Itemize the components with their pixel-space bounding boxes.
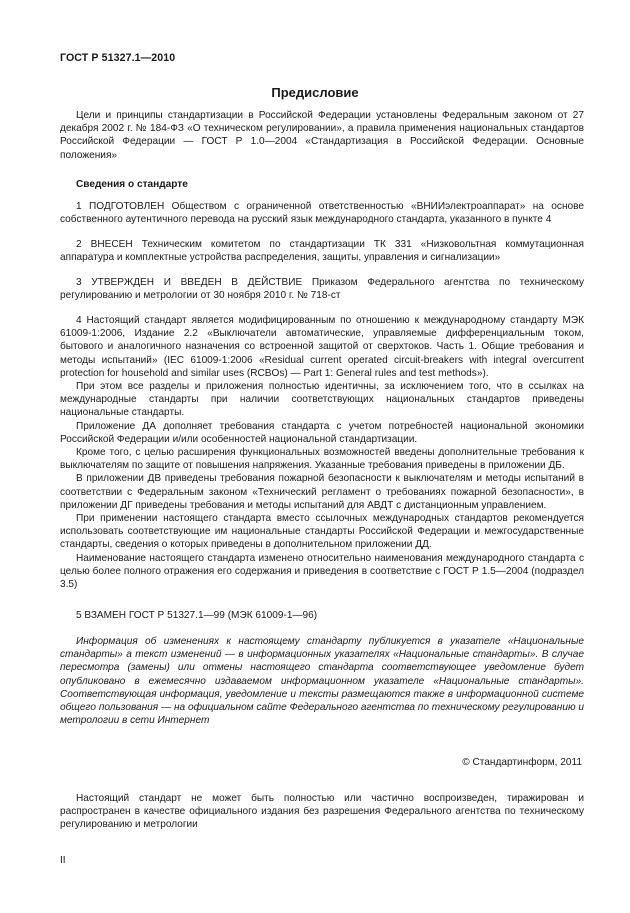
item-2 xyxy=(60,238,584,264)
page-title: Предисловие xyxy=(271,85,359,100)
info-note-text: Информация об изменениях к настоящему стандарту публикуется в указателе «Национальные стандарты» а текст изменений — в информационных указателях «Национальные стандарты». В случае пересмотра (замены) или отмены настоящего стандарта соответствующее уведомление будет опубликовано в ежемесячно издаваемом информационном указателе «Национальные стандарты». Соответствующая информация, уведомление и тексты размещаются также в информационной системе общего пользования — на официальном сайте Федерального агентства по техническому регулированию и метрологии в сети Интернет xyxy=(60,636,584,727)
item-5-text: 5 ВЗАМЕН ГОСТ Р 51327.1—99 (МЭК 61009-1—96) xyxy=(76,610,318,621)
intro-paragraph xyxy=(60,109,584,162)
info-note xyxy=(60,635,584,727)
item-4-paragraph-3: Приложение ДА дополняет требования стандарта с учетом потребностей национальной экономики Российской Федерации и/или особенностей национальной стандартизации. xyxy=(60,420,584,445)
item-3 xyxy=(60,276,584,302)
intro-text: Цели и принципы стандартизации в Российской Федерации установлены Федеральным законом от 27 декабря 2002 г. № 184-ФЗ «О техническом регулировании», а правила применения национальных стандартов Российской Федерации — ГОСТ Р 1.0—2004 «Стандартизация в Российской Федерации. Основные положения» xyxy=(60,110,584,161)
page-number: II xyxy=(60,855,66,866)
item-3-text: 3 УТВЕРЖДЕН И ВВЕДЕН В ДЕЙСТВИЕ Приказом Федерального агентства по техническому регулированию и метрологии от 30 ноября 2010 г. № 718-ст xyxy=(60,277,584,302)
item-4-text: 4 Настоящий стандарт является модифицированным по отношению к международному стандарту МЭК 61009-1:2006, Издание 2.2 «Выключатели автоматические, управляемые дифференциальным током, бытового и аналогичного назначения со встроенной защитой от сверхтоков. Часть 1. Общие требования и методы испытаний» (IEC 61009-1:2006 «Residual current operated circuit-breakers with integral overcurrent protection for household and similar uses (RCBOs) — Part 1: General rules and test methods»). xyxy=(60,315,584,379)
item-4 xyxy=(60,314,584,591)
section-heading-block xyxy=(60,178,584,191)
item-4-paragraph-2: При этом все разделы и приложения полностью идентичны, за исключением того, что в ссылках на международные стандарты при наличии соответствующих национальных стандартов приведены национальные стандарты. xyxy=(60,381,584,419)
reproduction-notice xyxy=(60,792,584,832)
item-4-paragraph-4: Кроме того, с целью расширения функциональных возможностей введены дополнительные требования к выключателям по защите от повышения напряжения. Указанные требования приведены в приложении ДБ. xyxy=(60,447,584,472)
item-1-text: 1 ПОДГОТОВЛЕН Обществом с ограниченной ответственностью «ВНИИэлектроаппарат» на основе собственного аутентичного перевода на русский язык международного стандарта, указанного в пункте 4 xyxy=(60,201,584,226)
item-1 xyxy=(60,200,584,226)
document-code: ГОСТ Р 51327.1—2010 xyxy=(60,52,176,64)
item-4-paragraph-7: Наименование настоящего стандарта изменено относительно наименования международного стандарта с целью более полного отражения его содержания и приведения в соответствие с ГОСТ Р 1.5—2004 (подраздел 3.5) xyxy=(60,552,584,591)
section-heading: Сведения о стандарте xyxy=(76,179,188,190)
item-4-paragraph-6: При применении настоящего стандарта вместо ссылочных международных стандартов рекомендуется использовать соответствующие им национальные стандарты Российской Федерации и межгосударственные стандарты, сведения о которых приведены в дополнительном приложении ДД. xyxy=(60,513,584,551)
item-5 xyxy=(60,609,584,622)
reproduction-text: Настоящий стандарт не может быть полностью или частично воспроизведен, тиражирован и распространен в качестве официального издания без разрешения Федерального агентства по техническому регулированию и метрологии xyxy=(60,793,584,831)
item-4-paragraph-5: В приложении ДВ приведены требования пожарной безопасности к выключателям и методы испытаний в соответствии с Федеральным законом «Технический регламент о требованиях пожарной безопасности», в приложении ДГ приведены требования и методы испытаний для АВДТ с дистанционным управлением. xyxy=(60,473,584,511)
copyright: © Стандартинформ, 2011 xyxy=(462,757,582,768)
item-2-text: 2 ВНЕСЕН Техническим комитетом по стандартизации ТК 331 «Низковольтная коммутационная аппаратура и комплектные устройства распределения, защиты, управления и сигнализации» xyxy=(60,239,584,264)
